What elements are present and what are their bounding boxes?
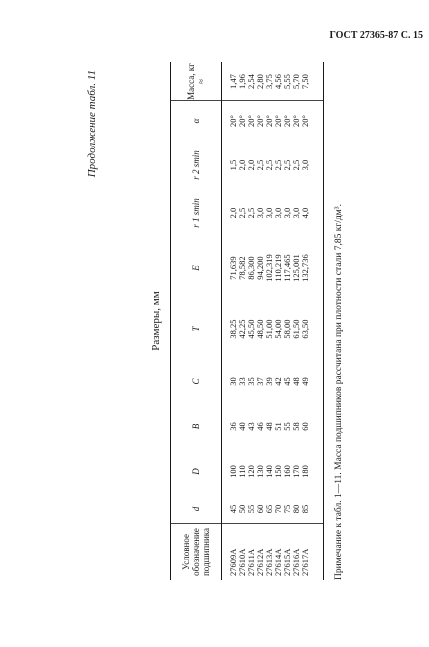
table-cell: 27616А [291, 548, 301, 576]
table-cell: 65 [264, 504, 274, 514]
table-cell: 2,0 [246, 159, 256, 171]
table-cell: 75 [282, 504, 292, 514]
dimensions-table [170, 62, 324, 580]
table-cell: 80 [291, 504, 301, 514]
table-note: Примечание к табл. 1—11. Масса подшипников рассчитана при плотности стали 7,85 кг/дм³. [334, 204, 344, 580]
table-cell: 3,0 [255, 207, 265, 219]
table-cell: 45 [228, 504, 238, 514]
table-cell: 42 [273, 377, 283, 386]
table-cell: 2,0 [237, 159, 247, 171]
table-cell: 27615А [282, 548, 292, 576]
table-cell: 20° [300, 115, 310, 127]
table-cell: 125,001 [291, 254, 301, 282]
table-cell: 54,00 [273, 319, 283, 339]
table-cell: 39 [264, 377, 274, 386]
column-header: Масса, кг ≈ [171, 62, 222, 101]
table-cell: 48 [291, 377, 301, 386]
table-cell: 3,75 [264, 74, 274, 89]
table-cell: 50 [237, 504, 247, 514]
table-column [171, 359, 323, 404]
table-column [171, 100, 323, 141]
table-cell: 85 [300, 504, 310, 514]
column-header: E [171, 237, 222, 299]
table-cell: 55 [246, 504, 256, 514]
table-cell: 43 [246, 422, 256, 431]
table-cell: 3,0 [282, 207, 292, 219]
table-cell: 71,639 [228, 256, 238, 280]
table-cell: 170 [291, 465, 301, 478]
table-cell: 3,0 [291, 207, 301, 219]
table-cell: 2,5 [282, 159, 292, 171]
table-column [171, 404, 323, 449]
table-cell: 20° [273, 115, 283, 127]
table-cell: 5,70 [291, 74, 301, 89]
table-cell: 2,5 [255, 159, 265, 171]
table-cell: 2,5 [291, 159, 301, 171]
table-cell: 30 [228, 377, 238, 386]
table-cell: 4,56 [273, 74, 283, 89]
table-cell: 2,5 [264, 159, 274, 171]
table-cell: 27613А [264, 548, 274, 576]
table-cell: 55 [282, 422, 292, 431]
table-cell: 58 [291, 422, 301, 431]
table-column [171, 189, 323, 237]
table-cell: 42,25 [237, 319, 247, 339]
table-cell: 40 [237, 422, 247, 431]
table-cell: 160 [282, 465, 292, 478]
column-header: Условное обозначение подшипника [171, 524, 222, 580]
table-cell: 78,582 [237, 256, 247, 280]
table-cell: 45,50 [246, 319, 256, 339]
table-cell: 20° [291, 115, 301, 127]
table-column [171, 141, 323, 189]
table-cell: 27610А [237, 548, 247, 576]
table-cell: 117,465 [282, 254, 292, 282]
table-cell: 46 [255, 422, 265, 431]
table-cell: 110 [237, 465, 247, 478]
table-cell: 1,47 [228, 74, 238, 89]
table-cell: 60 [300, 422, 310, 431]
rotated-table-block [72, 62, 368, 580]
table-cell: 37 [255, 377, 265, 386]
table-cell: 3,0 [264, 207, 274, 219]
table-cell: 2,5 [246, 207, 256, 219]
table-cell: 20° [246, 115, 256, 127]
table-cell: 20° [237, 115, 247, 127]
table-cell: 35 [246, 377, 256, 386]
table-cell: 63,50 [300, 319, 310, 339]
column-header: α [171, 101, 222, 141]
table-cell: 20° [255, 115, 265, 127]
table-cell: 3,0 [273, 207, 283, 219]
table-cell: 20° [282, 115, 292, 127]
table-cell: 1,5 [228, 159, 238, 171]
table-cell: 48 [264, 422, 274, 431]
table-cell: 102,319 [264, 254, 274, 282]
table-cell: 33 [237, 377, 247, 386]
table-cell: 60 [255, 504, 265, 514]
table-cell: 180 [300, 465, 310, 478]
table-column [171, 523, 323, 580]
table-cell: 7,50 [300, 74, 310, 89]
table-cell: 2,5 [237, 207, 247, 219]
table-cell: 61,50 [291, 319, 301, 339]
table-column [171, 62, 323, 101]
table-cell: 132,736 [300, 254, 310, 282]
table-cell: 27617А [300, 548, 310, 576]
column-header: T [171, 299, 222, 359]
table-cell: 100 [228, 465, 238, 478]
table-column [171, 449, 323, 494]
table-cell: 20° [228, 115, 238, 127]
table-cell: 36 [228, 422, 238, 431]
table-cell: 5,55 [282, 74, 292, 89]
table-cell: 2,80 [255, 74, 265, 89]
table-cell: 27609А [228, 548, 238, 576]
continuation-label: Продолжение табл. 11 [86, 70, 98, 178]
column-header: r 2 smin [171, 141, 222, 189]
column-header: d [171, 494, 222, 524]
table-cell: 51,00 [264, 319, 274, 339]
table-cell: 130 [255, 465, 265, 478]
page-header: ГОСТ 27365-87 С. 15 [329, 30, 423, 41]
table-column [171, 494, 323, 524]
table-cell: 48,50 [255, 319, 265, 339]
table-cell: 2,54 [246, 74, 256, 89]
table-cell: 150 [273, 465, 283, 478]
table-cell: 27614А [273, 548, 283, 576]
units-label: Размеры, мм [150, 291, 162, 351]
table-cell: 110,219 [273, 254, 283, 282]
table-cell: 27612А [255, 548, 265, 576]
table-cell: 2,5 [273, 159, 283, 171]
table-cell: 3,0 [300, 159, 310, 171]
table-column [171, 299, 323, 359]
table-cell: 49 [300, 377, 310, 386]
column-header: r 1 smin [171, 189, 222, 237]
table-column [171, 237, 323, 299]
table-cell: 27611А [246, 548, 256, 576]
table-cell: 4,0 [300, 207, 310, 219]
table-cell: 20° [264, 115, 274, 127]
table-cell: 38,25 [228, 319, 238, 339]
table-cell: 2,0 [228, 207, 238, 219]
table-cell: 45 [282, 377, 292, 386]
table-cell: 94,200 [255, 256, 265, 280]
table-cell: 58,00 [282, 319, 292, 339]
table-cell: 86,300 [246, 256, 256, 280]
table-cell: 1,96 [237, 74, 247, 89]
column-header: D [171, 449, 222, 494]
column-header: B [171, 404, 222, 449]
table-cell: 120 [246, 465, 256, 478]
table-cell: 51 [273, 422, 283, 431]
table-cell: 140 [264, 465, 274, 478]
table-cell: 70 [273, 504, 283, 514]
column-header: C [171, 359, 222, 404]
